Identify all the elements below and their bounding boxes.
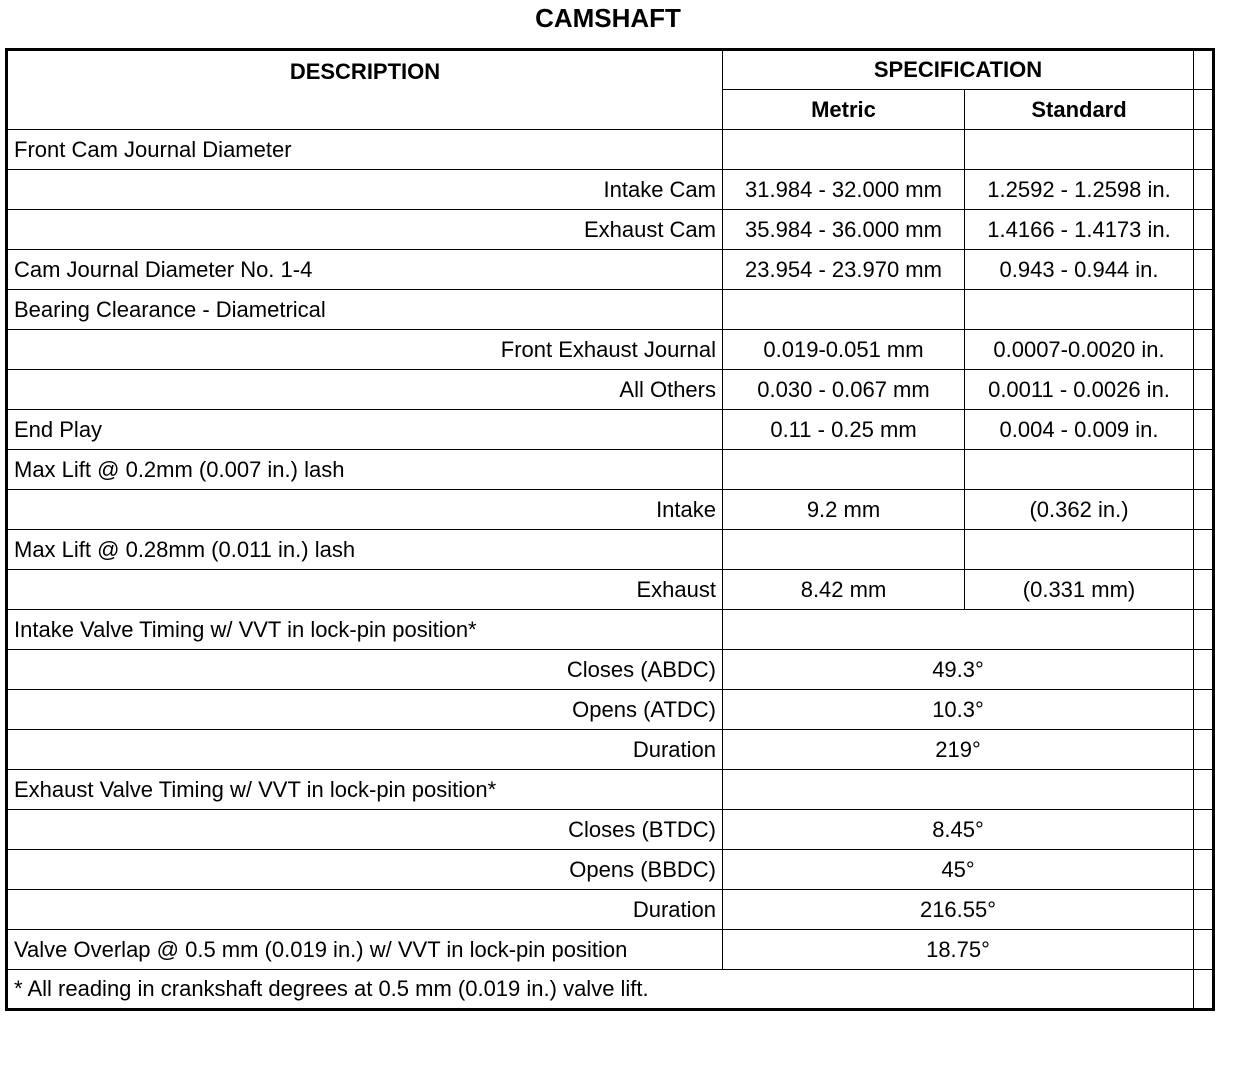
row-description: Bearing Clearance - Diametrical xyxy=(7,290,723,330)
spec-cell: 49.3° xyxy=(723,650,1194,690)
gutter-cell xyxy=(1194,290,1214,330)
row-description: Exhaust Cam xyxy=(7,210,723,250)
table-row xyxy=(7,490,1214,530)
spec-cell xyxy=(723,610,1194,650)
footnote-row xyxy=(7,970,1214,1010)
row-description: Intake Cam xyxy=(7,170,723,210)
table-row xyxy=(7,170,1214,210)
standard-cell: 0.004 - 0.009 in. xyxy=(965,410,1194,450)
standard-cell: 1.2592 - 1.2598 in. xyxy=(965,170,1194,210)
row-description: Duration xyxy=(7,890,723,930)
row-description: Duration xyxy=(7,730,723,770)
gutter-cell xyxy=(1194,970,1214,1010)
metric-cell: 9.2 mm xyxy=(723,490,965,530)
gutter-cell xyxy=(1194,730,1214,770)
specification-header: SPECIFICATION xyxy=(723,50,1194,90)
row-description: Front Exhaust Journal xyxy=(7,330,723,370)
standard-cell: (0.331 mm) xyxy=(965,570,1194,610)
metric-cell: 0.019-0.051 mm xyxy=(723,330,965,370)
table-row xyxy=(7,930,1214,970)
metric-cell xyxy=(723,290,965,330)
standard-cell xyxy=(965,450,1194,490)
gutter-cell xyxy=(1194,410,1214,450)
metric-cell: 0.030 - 0.067 mm xyxy=(723,370,965,410)
table-row xyxy=(7,290,1214,330)
row-description: Closes (BTDC) xyxy=(7,810,723,850)
metric-cell: 23.954 - 23.970 mm xyxy=(723,250,965,290)
row-description: Closes (ABDC) xyxy=(7,650,723,690)
row-description: Max Lift @ 0.2mm (0.007 in.) lash xyxy=(7,450,723,490)
metric-cell: 31.984 - 32.000 mm xyxy=(723,170,965,210)
table-row xyxy=(7,610,1214,650)
gutter-cell xyxy=(1194,650,1214,690)
standard-cell: 0.943 - 0.944 in. xyxy=(965,250,1194,290)
row-description: End Play xyxy=(7,410,723,450)
row-description: Valve Overlap @ 0.5 mm (0.019 in.) w/ VVT in lock-pin position xyxy=(7,930,723,970)
gutter-cell xyxy=(1194,690,1214,730)
gutter-cell xyxy=(1194,330,1214,370)
table-row xyxy=(7,530,1214,570)
table-row xyxy=(7,730,1214,770)
metric-cell xyxy=(723,530,965,570)
gutter-cell xyxy=(1194,210,1214,250)
standard-cell: (0.362 in.) xyxy=(965,490,1194,530)
gutter-cell xyxy=(1194,890,1214,930)
spec-cell: 18.75° xyxy=(723,930,1194,970)
table-row xyxy=(7,130,1214,170)
standard-cell xyxy=(965,530,1194,570)
row-description: All Others xyxy=(7,370,723,410)
spec-cell: 10.3° xyxy=(723,690,1194,730)
table-row xyxy=(7,330,1214,370)
metric-cell xyxy=(723,130,965,170)
camshaft-spec-table xyxy=(5,48,1215,1011)
gutter-cell xyxy=(1194,810,1214,850)
spec-cell: 45° xyxy=(723,850,1194,890)
row-description: Max Lift @ 0.28mm (0.011 in.) lash xyxy=(7,530,723,570)
gutter-cell xyxy=(1194,570,1214,610)
gutter-cell xyxy=(1194,450,1214,490)
description-header: DESCRIPTION xyxy=(7,50,723,130)
table-row xyxy=(7,570,1214,610)
table-row xyxy=(7,450,1214,490)
metric-cell: 35.984 - 36.000 mm xyxy=(723,210,965,250)
gutter-cell xyxy=(1194,610,1214,650)
gutter-cell xyxy=(1194,50,1214,90)
metric-cell xyxy=(723,450,965,490)
row-description: Intake xyxy=(7,490,723,530)
page-title: CAMSHAFT xyxy=(535,3,681,33)
table-row xyxy=(7,890,1214,930)
row-description: Opens (ATDC) xyxy=(7,690,723,730)
gutter-cell xyxy=(1194,370,1214,410)
table-row xyxy=(7,210,1214,250)
row-description: Intake Valve Timing w/ VVT in lock-pin position* xyxy=(7,610,723,650)
metric-cell: 8.42 mm xyxy=(723,570,965,610)
standard-header: Standard xyxy=(965,90,1194,130)
spec-cell xyxy=(723,770,1194,810)
table-row xyxy=(7,410,1214,450)
gutter-cell xyxy=(1194,90,1214,130)
footnote: * All reading in crankshaft degrees at 0.5 mm (0.019 in.) valve lift. xyxy=(7,970,1194,1010)
spec-cell: 216.55° xyxy=(723,890,1194,930)
gutter-cell xyxy=(1194,250,1214,290)
row-description: Front Cam Journal Diameter xyxy=(7,130,723,170)
table-row xyxy=(7,690,1214,730)
row-description: Cam Journal Diameter No. 1-4 xyxy=(7,250,723,290)
standard-cell: 1.4166 - 1.4173 in. xyxy=(965,210,1194,250)
gutter-cell xyxy=(1194,170,1214,210)
standard-cell xyxy=(965,290,1194,330)
header-row-1 xyxy=(7,50,1214,90)
table-row xyxy=(7,650,1214,690)
table-row xyxy=(7,770,1214,810)
standard-cell xyxy=(965,130,1194,170)
row-description: Exhaust xyxy=(7,570,723,610)
standard-cell: 0.0007-0.0020 in. xyxy=(965,330,1194,370)
spec-cell: 219° xyxy=(723,730,1194,770)
row-description: Exhaust Valve Timing w/ VVT in lock-pin position* xyxy=(7,770,723,810)
row-description: Opens (BBDC) xyxy=(7,850,723,890)
table-row xyxy=(7,250,1214,290)
table-row xyxy=(7,850,1214,890)
table-row xyxy=(7,810,1214,850)
standard-cell: 0.0011 - 0.0026 in. xyxy=(965,370,1194,410)
gutter-cell xyxy=(1194,850,1214,890)
gutter-cell xyxy=(1194,530,1214,570)
gutter-cell xyxy=(1194,130,1214,170)
gutter-cell xyxy=(1194,490,1214,530)
gutter-cell xyxy=(1194,930,1214,970)
metric-header: Metric xyxy=(723,90,965,130)
table-row xyxy=(7,370,1214,410)
metric-cell: 0.11 - 0.25 mm xyxy=(723,410,965,450)
spec-cell: 8.45° xyxy=(723,810,1194,850)
gutter-cell xyxy=(1194,770,1214,810)
